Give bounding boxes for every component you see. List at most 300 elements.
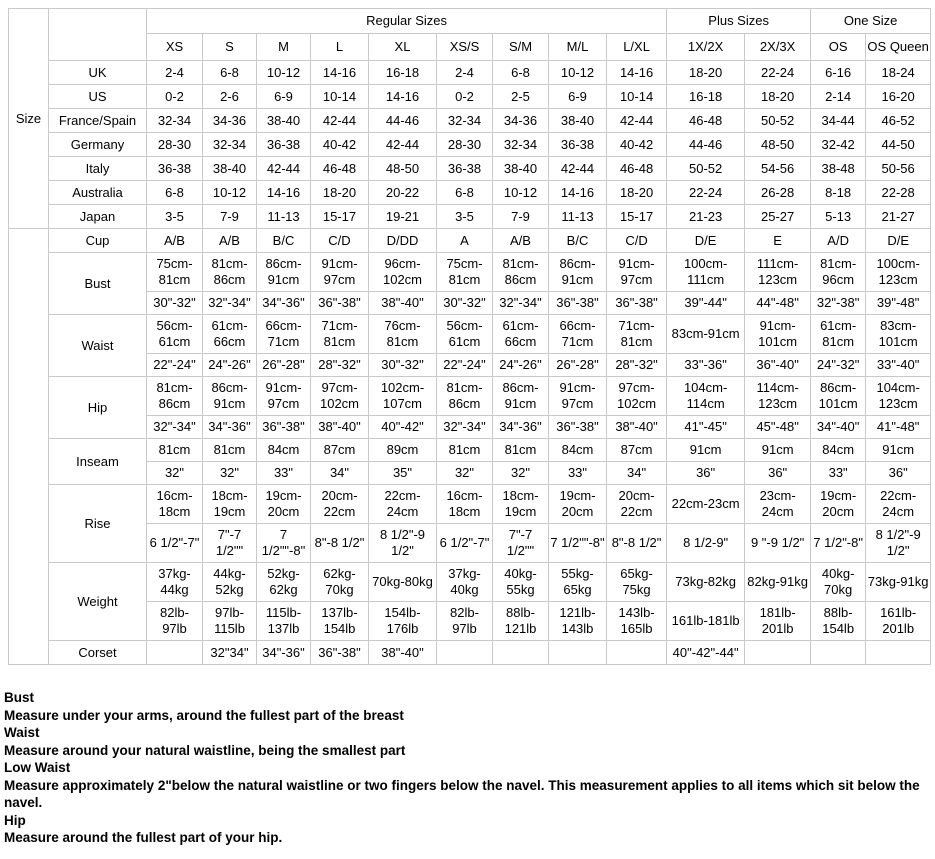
- measurement-value-cell: 28"-32": [311, 354, 369, 377]
- size-value-cell: 50-56: [866, 157, 931, 181]
- measurement-value-cell: A/B: [493, 229, 549, 253]
- measurement-value-cell: 111cm-123cm: [745, 253, 811, 292]
- measurement-value-cell: [607, 641, 667, 665]
- measurement-value-cell: [745, 641, 811, 665]
- table-row: [9, 315, 931, 354]
- measurement-value-cell: D/E: [866, 229, 931, 253]
- size-value-cell: 2-6: [203, 85, 257, 109]
- measurement-value-cell: [147, 641, 203, 665]
- size-value-cell: 22-24: [667, 181, 745, 205]
- size-value-cell: 7-9: [203, 205, 257, 229]
- size-column-header: OS Queen: [866, 34, 931, 61]
- measurement-value-cell: 82lb-97lb: [147, 602, 203, 641]
- size-column-header: XS: [147, 34, 203, 61]
- measurement-value-cell: 8 1/2"-9 1/2": [866, 524, 931, 563]
- size-value-cell: 14-16: [607, 61, 667, 85]
- measurement-value-cell: 24"-32": [811, 354, 866, 377]
- measurement-value-cell: 19cm-20cm: [549, 485, 607, 524]
- country-row-label: US: [49, 85, 147, 109]
- measurement-value-cell: 91cm: [866, 439, 931, 462]
- size-value-cell: 48-50: [745, 133, 811, 157]
- measurement-value-cell: 97cm-102cm: [607, 377, 667, 416]
- size-column-header: M/L: [549, 34, 607, 61]
- measurement-value-cell: 36"-38": [549, 416, 607, 439]
- measurement-value-cell: A/B: [203, 229, 257, 253]
- measurement-value-cell: 32"34": [203, 641, 257, 665]
- measurement-value-cell: 66cm-71cm: [257, 315, 311, 354]
- measurement-value-cell: 7"-7 1/2"": [203, 524, 257, 563]
- measurement-value-cell: 32": [493, 462, 549, 485]
- measurement-value-cell: 81cm-86cm: [437, 377, 493, 416]
- measurement-value-cell: 71cm-81cm: [607, 315, 667, 354]
- measurement-value-cell: 32"-34": [203, 292, 257, 315]
- measurement-value-cell: B/C: [257, 229, 311, 253]
- table-row: [9, 229, 931, 253]
- table-row: [9, 133, 931, 157]
- measurement-value-cell: D/DD: [369, 229, 437, 253]
- measurement-value-cell: 137lb-154lb: [311, 602, 369, 641]
- table-row: [9, 563, 931, 602]
- country-row-label: Australia: [49, 181, 147, 205]
- measurement-value-cell: 86cm-101cm: [811, 377, 866, 416]
- measurement-value-cell: 71cm-81cm: [311, 315, 369, 354]
- measurement-value-cell: 40"-42": [369, 416, 437, 439]
- size-value-cell: 6-8: [147, 181, 203, 205]
- measurement-value-cell: 36"-38": [311, 292, 369, 315]
- measurement-value-cell: 32": [203, 462, 257, 485]
- measurement-value-cell: 70kg-80kg: [369, 563, 437, 602]
- size-value-cell: 0-2: [437, 85, 493, 109]
- measurement-value-cell: 36": [745, 462, 811, 485]
- measurement-value-cell: 24"-26": [203, 354, 257, 377]
- size-column-header: L: [311, 34, 369, 61]
- size-value-cell: 46-52: [866, 109, 931, 133]
- size-value-cell: 50-52: [745, 109, 811, 133]
- size-value-cell: 6-9: [549, 85, 607, 109]
- measurement-value-cell: 38"-40": [369, 292, 437, 315]
- measurement-value-cell: 33": [257, 462, 311, 485]
- size-column-header: XS/S: [437, 34, 493, 61]
- measurement-value-cell: 44"-48": [745, 292, 811, 315]
- size-value-cell: 44-46: [667, 133, 745, 157]
- measurement-row-label: Waist: [49, 315, 147, 377]
- measurement-value-cell: 82kg-91kg: [745, 563, 811, 602]
- size-value-cell: 32-34: [203, 133, 257, 157]
- size-value-cell: 14-16: [311, 61, 369, 85]
- measurement-value-cell: 8"-8 1/2": [607, 524, 667, 563]
- measurement-value-cell: [811, 641, 866, 665]
- measurement-value-cell: 61cm-66cm: [493, 315, 549, 354]
- measurement-value-cell: 22cm-23cm: [667, 485, 745, 524]
- measurement-value-cell: 40"-42"-44": [667, 641, 745, 665]
- measurement-value-cell: 75cm-81cm: [147, 253, 203, 292]
- measurement-value-cell: 16cm-18cm: [437, 485, 493, 524]
- measurement-value-cell: 7 1/2""-8": [257, 524, 311, 563]
- measurement-value-cell: 81cm: [203, 439, 257, 462]
- measurement-value-cell: 16cm-18cm: [147, 485, 203, 524]
- measurement-value-cell: [493, 641, 549, 665]
- measurement-value-cell: 84cm: [811, 439, 866, 462]
- size-value-cell: 36-38: [147, 157, 203, 181]
- size-value-cell: 40-42: [311, 133, 369, 157]
- measurement-value-cell: 38"-40": [607, 416, 667, 439]
- size-value-cell: 32-42: [811, 133, 866, 157]
- measurement-value-cell: 34"-40": [811, 416, 866, 439]
- size-value-cell: 46-48: [311, 157, 369, 181]
- size-value-cell: 8-18: [811, 181, 866, 205]
- size-value-cell: 22-24: [745, 61, 811, 85]
- table-row: [9, 292, 931, 315]
- size-column-header: S: [203, 34, 257, 61]
- size-column-header: M: [257, 34, 311, 61]
- measurement-value-cell: 73kg-91kg: [866, 563, 931, 602]
- measurement-value-cell: 6 1/2"-7": [437, 524, 493, 563]
- corner-cell: [49, 9, 147, 61]
- measurement-row-label: Weight: [49, 563, 147, 641]
- table-row: [9, 354, 931, 377]
- measurement-value-cell: 34"-36": [257, 292, 311, 315]
- measurement-value-cell: 19cm-20cm: [811, 485, 866, 524]
- measurement-value-cell: 30"-32": [437, 292, 493, 315]
- measurement-value-cell: 30"-32": [369, 354, 437, 377]
- size-value-cell: 26-28: [745, 181, 811, 205]
- size-value-cell: 34-44: [811, 109, 866, 133]
- measurement-value-cell: 36"-38": [607, 292, 667, 315]
- measurement-value-cell: 36": [866, 462, 931, 485]
- measurement-value-cell: 86cm-91cm: [549, 253, 607, 292]
- measurement-value-cell: 83cm-91cm: [667, 315, 745, 354]
- country-row-label: UK: [49, 61, 147, 85]
- size-value-cell: 3-5: [437, 205, 493, 229]
- measurement-value-cell: 37kg-44kg: [147, 563, 203, 602]
- measurement-value-cell: 96cm-102cm: [369, 253, 437, 292]
- measurement-value-cell: 41"-45": [667, 416, 745, 439]
- country-row-label: Germany: [49, 133, 147, 157]
- measurement-value-cell: 37kg-40kg: [437, 563, 493, 602]
- measurement-value-cell: [866, 641, 931, 665]
- size-value-cell: 44-50: [866, 133, 931, 157]
- size-value-cell: 38-40: [203, 157, 257, 181]
- measurement-value-cell: 81cm-86cm: [203, 253, 257, 292]
- size-value-cell: 38-48: [811, 157, 866, 181]
- size-chart-table: [8, 8, 931, 665]
- table-row: [9, 85, 931, 109]
- country-row-label: France/Spain: [49, 109, 147, 133]
- size-value-cell: 6-8: [437, 181, 493, 205]
- measurement-value-cell: 88lb-154lb: [811, 602, 866, 641]
- table-row: [9, 253, 931, 292]
- size-value-cell: 15-17: [607, 205, 667, 229]
- measurement-value-cell: [437, 641, 493, 665]
- size-value-cell: 0-2: [147, 85, 203, 109]
- measurement-value-cell: 81cm-86cm: [147, 377, 203, 416]
- measurement-value-cell: 34": [607, 462, 667, 485]
- size-value-cell: 38-40: [493, 157, 549, 181]
- measurement-value-cell: 28"-32": [607, 354, 667, 377]
- measurement-value-cell: 33": [811, 462, 866, 485]
- table-row: [9, 109, 931, 133]
- size-value-cell: 14-16: [257, 181, 311, 205]
- measurement-value-cell: 65kg-75kg: [607, 563, 667, 602]
- measurement-value-cell: 81cm-96cm: [811, 253, 866, 292]
- size-value-cell: 6-8: [203, 61, 257, 85]
- measurement-value-cell: 91cm-97cm: [607, 253, 667, 292]
- size-value-cell: 6-9: [257, 85, 311, 109]
- measurement-value-cell: D/E: [667, 229, 745, 253]
- size-chart-tbody: [9, 9, 931, 665]
- size-value-cell: 50-52: [667, 157, 745, 181]
- table-row: [9, 205, 931, 229]
- measurement-value-cell: 62kg-70kg: [311, 563, 369, 602]
- measurement-value-cell: 84cm: [257, 439, 311, 462]
- size-value-cell: 11-13: [549, 205, 607, 229]
- measurement-value-cell: E: [745, 229, 811, 253]
- measurement-value-cell: 100cm-123cm: [866, 253, 931, 292]
- measurement-value-cell: 75cm-81cm: [437, 253, 493, 292]
- measurement-value-cell: 36"-38": [257, 416, 311, 439]
- size-value-cell: 15-17: [311, 205, 369, 229]
- measurement-value-cell: 33"-40": [866, 354, 931, 377]
- measurement-value-cell: 32": [437, 462, 493, 485]
- measurement-value-cell: 83cm-101cm: [866, 315, 931, 354]
- measurement-value-cell: 22cm-24cm: [369, 485, 437, 524]
- size-value-cell: 38-40: [549, 109, 607, 133]
- size-value-cell: 42-44: [607, 109, 667, 133]
- size-value-cell: 20-22: [369, 181, 437, 205]
- measurement-value-cell: 8"-8 1/2": [311, 524, 369, 563]
- table-row: [9, 9, 931, 34]
- measurement-value-cell: 76cm-81cm: [369, 315, 437, 354]
- measurement-value-cell: 154lb-176lb: [369, 602, 437, 641]
- size-value-cell: 10-12: [257, 61, 311, 85]
- measurement-value-cell: B/C: [549, 229, 607, 253]
- table-row: [9, 34, 931, 61]
- measurement-value-cell: 23cm-24cm: [745, 485, 811, 524]
- size-value-cell: 36-38: [549, 133, 607, 157]
- size-value-cell: 28-30: [437, 133, 493, 157]
- size-column-header: XL: [369, 34, 437, 61]
- measurement-value-cell: 91cm-97cm: [257, 377, 311, 416]
- size-group-label: Size: [9, 9, 49, 229]
- measurement-value-cell: 18cm-19cm: [493, 485, 549, 524]
- measurement-value-cell: 32"-38": [811, 292, 866, 315]
- measurement-value-cell: 82lb-97lb: [437, 602, 493, 641]
- size-value-cell: 42-44: [369, 133, 437, 157]
- measurement-value-cell: 36": [667, 462, 745, 485]
- size-value-cell: 6-8: [493, 61, 549, 85]
- measurement-value-cell: A/B: [147, 229, 203, 253]
- table-row: [9, 462, 931, 485]
- measurement-value-cell: 81cm: [147, 439, 203, 462]
- measurement-value-cell: 91cm: [667, 439, 745, 462]
- measurement-value-cell: 7 1/2"-8": [811, 524, 866, 563]
- measurement-value-cell: 44kg-52kg: [203, 563, 257, 602]
- size-group-header: Regular Sizes: [147, 9, 667, 34]
- size-value-cell: 11-13: [257, 205, 311, 229]
- measurement-value-cell: 26"-28": [549, 354, 607, 377]
- measurement-value-cell: 32"-34": [493, 292, 549, 315]
- measurement-value-cell: 61cm-81cm: [811, 315, 866, 354]
- size-value-cell: 32-34: [147, 109, 203, 133]
- measurement-value-cell: 84cm: [549, 439, 607, 462]
- size-value-cell: 7-9: [493, 205, 549, 229]
- size-value-cell: 2-14: [811, 85, 866, 109]
- measurement-value-cell: 55kg-65kg: [549, 563, 607, 602]
- measurement-row-label: Cup: [49, 229, 147, 253]
- size-value-cell: 18-24: [866, 61, 931, 85]
- measurement-value-cell: 22"-24": [147, 354, 203, 377]
- measurement-value-cell: 33"-36": [667, 354, 745, 377]
- size-value-cell: 46-48: [607, 157, 667, 181]
- table-row: [9, 377, 931, 416]
- country-row-label: Japan: [49, 205, 147, 229]
- size-column-header: L/XL: [607, 34, 667, 61]
- size-value-cell: 6-16: [811, 61, 866, 85]
- measurement-value-cell: 36"-38": [549, 292, 607, 315]
- size-value-cell: 36-38: [437, 157, 493, 181]
- size-value-cell: 10-14: [311, 85, 369, 109]
- measurement-value-cell: 97lb-115lb: [203, 602, 257, 641]
- measurement-value-cell: 36"-40": [745, 354, 811, 377]
- measurement-value-cell: 32": [147, 462, 203, 485]
- measurement-value-cell: 102cm-107cm: [369, 377, 437, 416]
- size-value-cell: 18-20: [311, 181, 369, 205]
- measurement-value-cell: 81cm-86cm: [493, 253, 549, 292]
- measurement-value-cell: 81cm: [493, 439, 549, 462]
- size-group-header: One Size: [811, 9, 931, 34]
- measurement-value-cell: 24"-26": [493, 354, 549, 377]
- size-value-cell: 5-13: [811, 205, 866, 229]
- size-value-cell: 2-4: [147, 61, 203, 85]
- note-definition-waist: Measure around your natural waistline, being the smallest part: [4, 742, 406, 758]
- measurement-value-cell: 73kg-82kg: [667, 563, 745, 602]
- measurement-value-cell: 161lb-201lb: [866, 602, 931, 641]
- size-column-header: 1X/2X: [667, 34, 745, 61]
- measurement-value-cell: 52kg-62kg: [257, 563, 311, 602]
- measurement-value-cell: 115lb-137lb: [257, 602, 311, 641]
- measurement-value-cell: 19cm-20cm: [257, 485, 311, 524]
- measurement-value-cell: 161lb-181lb: [667, 602, 745, 641]
- size-value-cell: 14-16: [369, 85, 437, 109]
- measurement-value-cell: 36"-38": [311, 641, 369, 665]
- measurement-value-cell: 87cm: [311, 439, 369, 462]
- size-value-cell: 34-36: [203, 109, 257, 133]
- size-column-header: OS: [811, 34, 866, 61]
- measure-group-spacer: [9, 229, 49, 665]
- size-value-cell: 34-36: [493, 109, 549, 133]
- size-value-cell: 36-38: [257, 133, 311, 157]
- table-row: [9, 641, 931, 665]
- size-value-cell: 18-20: [745, 85, 811, 109]
- measurement-value-cell: 56cm-61cm: [437, 315, 493, 354]
- measurement-value-cell: 91cm-97cm: [549, 377, 607, 416]
- size-group-header: Plus Sizes: [667, 9, 811, 34]
- size-value-cell: 21-27: [866, 205, 931, 229]
- measurement-value-cell: 41"-48": [866, 416, 931, 439]
- size-value-cell: 2-4: [437, 61, 493, 85]
- size-value-cell: 16-18: [369, 61, 437, 85]
- measurement-value-cell: 61cm-66cm: [203, 315, 257, 354]
- measurement-row-label: Bust: [49, 253, 147, 315]
- measurement-value-cell: 100cm-111cm: [667, 253, 745, 292]
- measurement-value-cell: 32"-34": [437, 416, 493, 439]
- measurement-value-cell: A/D: [811, 229, 866, 253]
- note-term-waist: Waist: [4, 725, 40, 740]
- size-value-cell: 10-12: [493, 181, 549, 205]
- measurement-value-cell: 114cm-123cm: [745, 377, 811, 416]
- size-value-cell: 10-12: [549, 61, 607, 85]
- size-value-cell: 38-40: [257, 109, 311, 133]
- size-value-cell: 19-21: [369, 205, 437, 229]
- measurement-value-cell: 7 1/2""-8": [549, 524, 607, 563]
- table-row: [9, 602, 931, 641]
- measurement-value-cell: 104cm-123cm: [866, 377, 931, 416]
- measurement-value-cell: 20cm-22cm: [311, 485, 369, 524]
- measurement-row-label: Corset: [49, 641, 147, 665]
- measurement-row-label: Inseam: [49, 439, 147, 485]
- measurement-value-cell: 66cm-71cm: [549, 315, 607, 354]
- size-value-cell: 22-28: [866, 181, 931, 205]
- measurement-value-cell: 86cm-91cm: [257, 253, 311, 292]
- size-value-cell: 32-34: [493, 133, 549, 157]
- measurement-value-cell: 86cm-91cm: [493, 377, 549, 416]
- measurement-value-cell: 26"-28": [257, 354, 311, 377]
- size-value-cell: 40-42: [607, 133, 667, 157]
- size-value-cell: 3-5: [147, 205, 203, 229]
- size-value-cell: 18-20: [607, 181, 667, 205]
- measurement-value-cell: 39"-48": [866, 292, 931, 315]
- size-value-cell: 10-14: [607, 85, 667, 109]
- size-value-cell: 16-20: [866, 85, 931, 109]
- note-definition-hip: Measure around the fullest part of your hip.: [4, 830, 283, 845]
- measurement-value-cell: 86cm-91cm: [203, 377, 257, 416]
- size-value-cell: 16-18: [667, 85, 745, 109]
- measurement-value-cell: 33": [549, 462, 607, 485]
- measurement-value-cell: 81cm: [437, 439, 493, 462]
- table-row: [9, 61, 931, 85]
- note-term-bust: Bust: [4, 690, 34, 705]
- measurement-value-cell: [549, 641, 607, 665]
- size-value-cell: 25-27: [745, 205, 811, 229]
- size-value-cell: 46-48: [667, 109, 745, 133]
- table-row: [9, 439, 931, 462]
- measurement-value-cell: 39"-44": [667, 292, 745, 315]
- measurement-value-cell: 97cm-102cm: [311, 377, 369, 416]
- measurement-value-cell: 8 1/2-9": [667, 524, 745, 563]
- measurement-value-cell: 34"-36": [257, 641, 311, 665]
- measurement-value-cell: 91cm: [745, 439, 811, 462]
- size-value-cell: 18-20: [667, 61, 745, 85]
- measurement-row-label: Hip: [49, 377, 147, 439]
- size-column-header: 2X/3X: [745, 34, 811, 61]
- measurement-value-cell: A: [437, 229, 493, 253]
- table-row: [9, 181, 931, 205]
- table-row: [9, 416, 931, 439]
- measurement-value-cell: 104cm-114cm: [667, 377, 745, 416]
- measurement-value-cell: C/D: [607, 229, 667, 253]
- country-row-label: Italy: [49, 157, 147, 181]
- measurement-value-cell: 38"-40": [369, 641, 437, 665]
- measurement-value-cell: 35": [369, 462, 437, 485]
- measurement-value-cell: 38"-40": [311, 416, 369, 439]
- note-definition-bust: Measure under your arms, around the fullest part of the breast: [4, 707, 404, 723]
- size-value-cell: 2-5: [493, 85, 549, 109]
- measurement-value-cell: 34"-36": [493, 416, 549, 439]
- measurement-value-cell: 91cm-101cm: [745, 315, 811, 354]
- measurement-row-label: Rise: [49, 485, 147, 563]
- size-value-cell: 32-34: [437, 109, 493, 133]
- size-value-cell: 10-12: [203, 181, 257, 205]
